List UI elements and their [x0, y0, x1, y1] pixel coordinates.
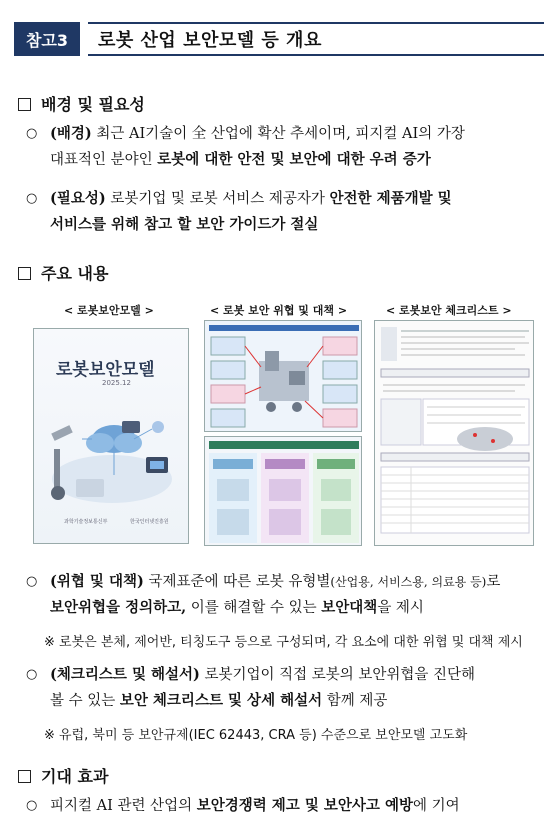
main-paragraph-1-line-2: 보안위협을 정의하고, 이를 해결할 수 있는 보안대책을 제시: [50, 599, 424, 616]
cover-title: 로봇보안모델: [56, 360, 155, 380]
risk-table-illustration: [205, 437, 362, 546]
background-paragraph-1-line-2: 대표적인 분야인 로봇에 대한 안전 및 보안에 대한 우려 증가: [50, 151, 431, 168]
section-heading-effect: 기대 효과: [18, 764, 108, 787]
square-bullet-icon: [18, 770, 31, 783]
main-paragraph-2-line-1: (체크리스트 및 해설서) 로봇기업이 직접 로봇의 보안위협을 진단해: [50, 666, 476, 683]
square-bullet-icon: [18, 98, 31, 111]
caption-risk: < 로봇 보안 위협 및 대책 >: [210, 304, 348, 317]
cover-org-1: 과학기술정보통신부: [64, 519, 108, 525]
header-tag: 참고3: [14, 22, 80, 56]
risk-diagram-illustration: [205, 321, 362, 432]
page-title: 로봇 산업 보안모델 등 개요: [88, 22, 544, 56]
header: [14, 22, 544, 56]
cover-date: 2025.12: [102, 379, 131, 387]
robot-illustration-icon: [34, 329, 189, 544]
square-bullet-icon: [18, 267, 31, 280]
risk-diagram-image-2: [204, 436, 362, 546]
section-heading-main: 주요 내용: [18, 261, 108, 284]
checklist-image: [374, 320, 534, 546]
robot-security-model-cover-image: [33, 328, 189, 544]
main-note-1: ※ 로봇은 본체, 제어반, 티칭도구 등으로 구성되며, 각 요소에 대한 위협 및 대책 제시: [44, 635, 523, 650]
background-paragraph-1-line-1: (배경) 최근 AI기술이 全 산업에 확산 추세이며, 피지컬 AI의 가장: [50, 125, 465, 142]
main-paragraph-1-line-1: (위협 및 대책) 국제표준에 따른 로봇 유형별(산업용, 서비스용, 의료용 등)로: [50, 573, 501, 590]
cover-org-2: 한국인터넷진흥원: [130, 519, 169, 525]
section-heading-background: 배경 및 필요성: [18, 92, 145, 115]
effect-paragraph: 피지컬 AI 관련 산업의 보안경쟁력 제고 및 보안사고 예방에 기여: [50, 797, 460, 814]
caption-checklist: < 로봇보안 체크리스트 >: [386, 304, 512, 317]
main-note-2: ※ 유럽, 북미 등 보안규제(IEC 62443, CRA 등) 수준으로 보안모델 고도화: [44, 728, 468, 743]
circle-bullet-icon: ○: [26, 574, 38, 589]
circle-bullet-icon: ○: [26, 126, 38, 141]
background-paragraph-2-line-2: 서비스를 위해 참고 할 보안 가이드가 절실: [50, 216, 319, 233]
main-paragraph-2-line-2: 볼 수 있는 보안 체크리스트 및 상세 해설서 함께 제공: [50, 692, 388, 709]
checklist-illustration: [375, 321, 534, 546]
circle-bullet-icon: ○: [26, 798, 38, 813]
risk-diagram-image-1: [204, 320, 362, 432]
caption-model: < 로봇보안모델 >: [64, 304, 154, 317]
circle-bullet-icon: ○: [26, 667, 38, 682]
background-paragraph-2-line-1: (필요성) 로봇기업 및 로봇 서비스 제공자가 안전한 제품개발 및: [50, 190, 452, 207]
circle-bullet-icon: ○: [26, 191, 38, 206]
